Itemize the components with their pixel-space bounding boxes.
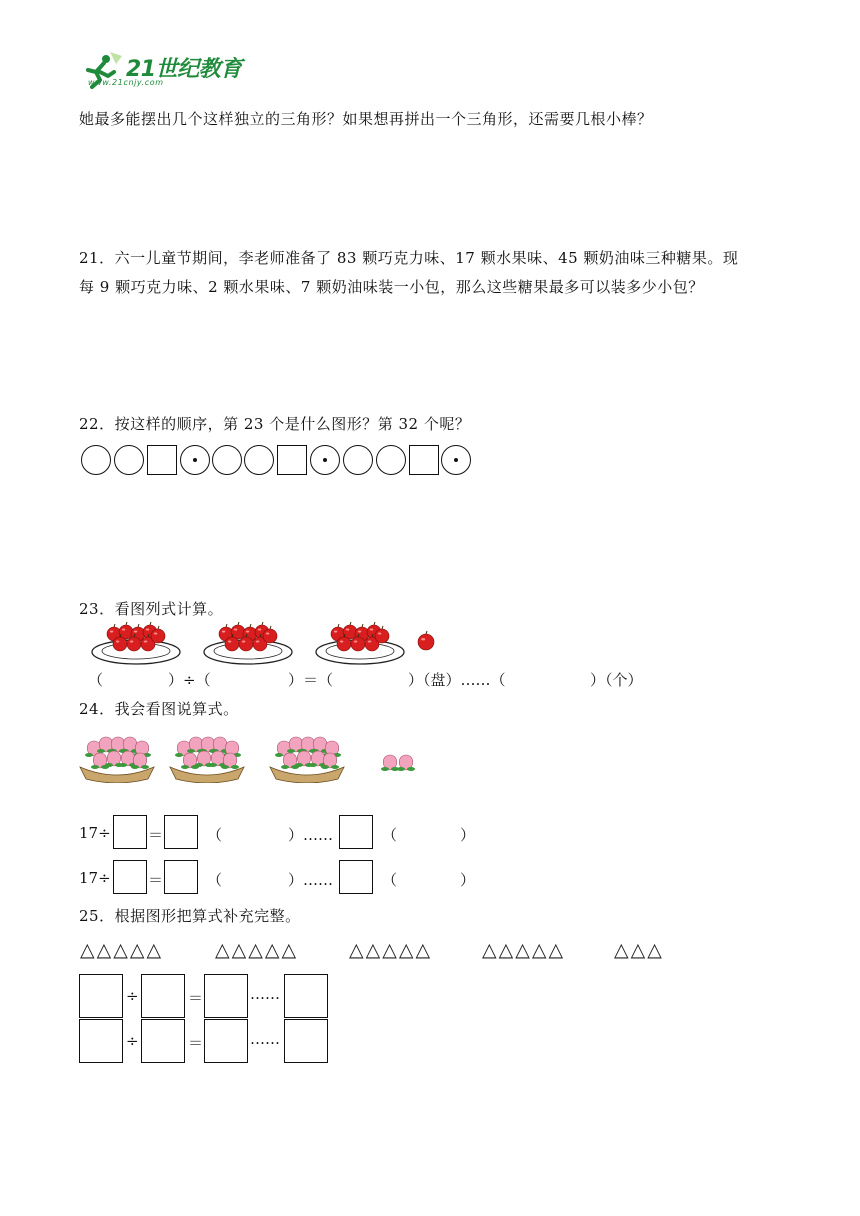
apple-icon: [231, 622, 245, 639]
basket-icon: [170, 767, 244, 783]
q24-row1-paren-close: ）……: [288, 826, 334, 844]
logo-url-text: www.21cnjy.com: [88, 78, 164, 87]
circle-shape: [343, 445, 373, 475]
logo-brand-text: 21世纪教育: [126, 57, 242, 82]
q24-row1-dividend: 17÷: [79, 824, 111, 842]
q24-row2-equals: ＝: [148, 871, 164, 889]
q24-row2-paren-close: ）……: [288, 871, 334, 889]
q25-row1-equals: ＝: [188, 989, 204, 1007]
q24-row2-remainder-box[interactable]: [339, 860, 373, 894]
basket-icon: [80, 767, 154, 783]
q25-row2-ellipsis: ……: [250, 1030, 280, 1048]
triangle-group: △△△△△: [482, 939, 566, 961]
q20-text: 她最多能摆出几个这样独立的三角形？如果想再拼出一个三角形，还需要几根小棒？: [79, 110, 653, 128]
q25-row1-quotient-box[interactable]: [204, 974, 248, 1018]
apple-icon: [119, 622, 133, 639]
dotted-circle-shape: [441, 445, 471, 475]
site-logo: [80, 48, 250, 94]
circle-shape: [244, 445, 274, 475]
triangle-group: △△△: [614, 939, 664, 961]
peach-baskets-illustration: [78, 735, 438, 783]
q25-row1-divisor-box[interactable]: [141, 974, 185, 1018]
q25-row2-quotient-box[interactable]: [204, 1019, 248, 1063]
circle-shape: [212, 445, 242, 475]
square-shape: [409, 445, 439, 475]
peach-icon: [381, 755, 399, 771]
peach-icon: [397, 755, 415, 771]
q25-row2-dividend-box[interactable]: [79, 1019, 123, 1063]
square-shape: [147, 445, 177, 475]
q24-row1-quotient-box[interactable]: [164, 815, 198, 849]
q23-text: 23．看图列式计算。: [79, 600, 224, 618]
q24-row1-divisor-box[interactable]: [113, 815, 147, 849]
circle-shape: [114, 445, 144, 475]
q24-row2-paren-open2: （: [382, 871, 398, 889]
q23-equals-text: ）＝（: [288, 671, 334, 689]
apple-icon: [418, 631, 434, 650]
q22-text: 22．按这样的顺序，第 23 个是什么图形？第 32 个呢？: [79, 415, 471, 433]
circle-shape: [81, 445, 111, 475]
q24-text: 24．我会看图说算式。: [79, 700, 239, 718]
dotted-circle-shape: [180, 445, 210, 475]
q24-row1-equals: ＝: [148, 826, 164, 844]
q21-line2: 每 9 颗巧克力味、2 颗水果味、7 颗奶油味装一小包，那么这些糖果最多可以装多少小包？: [79, 278, 704, 296]
dotted-circle-shape: [310, 445, 340, 475]
q24-row1-paren-open2: （: [382, 826, 398, 844]
triangle-group: △△△△△: [215, 939, 299, 961]
q24-row1-remainder-box[interactable]: [339, 815, 373, 849]
q23-paren-open: （: [88, 671, 104, 689]
basket-icon: [270, 767, 344, 783]
q23-plates-unit: ）（盘）……（: [408, 671, 506, 689]
q25-text: 25．根据图形把算式补充完整。: [79, 907, 301, 925]
q24-row2-dividend: 17÷: [79, 869, 111, 887]
q25-row2-remainder-box[interactable]: [284, 1019, 328, 1063]
q25-row1-remainder-box[interactable]: [284, 974, 328, 1018]
q23-divide-text: ）÷（: [168, 671, 211, 689]
q25-row2-equals: ＝: [188, 1034, 204, 1052]
apple-plates-illustration: [78, 618, 448, 666]
triangle-group: △△△△△: [80, 939, 164, 961]
q24-row2-quotient-box[interactable]: [164, 860, 198, 894]
q24-row2-paren-close2: ）: [460, 871, 476, 889]
q23-apples-unit: ）（个）: [590, 671, 643, 689]
apple-icon: [343, 622, 357, 639]
q25-row1-divide: ÷: [126, 987, 139, 1005]
q25-row1-ellipsis: ……: [250, 985, 280, 1003]
q24-row1-paren-close2: ）: [460, 826, 476, 844]
q24-row1-paren-open: （: [207, 826, 223, 844]
triangle-group: △△△△△: [349, 939, 433, 961]
q25-row2-divisor-box[interactable]: [141, 1019, 185, 1063]
circle-shape: [376, 445, 406, 475]
q21-line1: 21．六一儿童节期间，李老师准备了 83 颗巧克力味、17 颗水果味、45 颗奶油味三种糖果。现: [79, 249, 739, 267]
q24-row2-divisor-box[interactable]: [113, 860, 147, 894]
square-shape: [277, 445, 307, 475]
q25-row1-dividend-box[interactable]: [79, 974, 123, 1018]
q25-row2-divide: ÷: [126, 1032, 139, 1050]
q24-row2-paren-open: （: [207, 871, 223, 889]
